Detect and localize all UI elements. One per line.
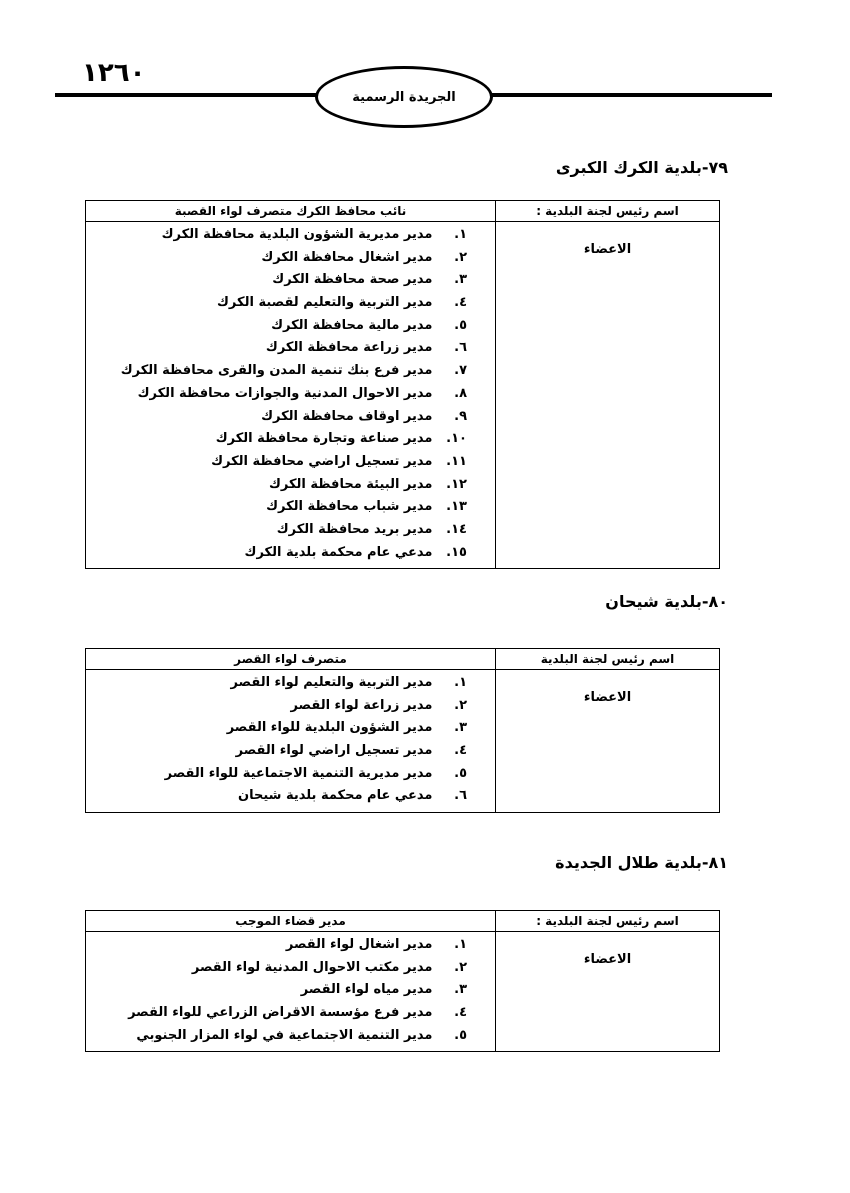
item-text: مدير تسجيل اراضي محافظة الكرك xyxy=(211,453,433,469)
members-list xyxy=(90,934,491,1047)
section-title: ٨١-بلدية طلال الجديدة xyxy=(555,853,728,872)
list-item xyxy=(90,979,467,1002)
item-number: ٨. xyxy=(454,385,467,401)
list-item xyxy=(90,247,467,270)
list-item xyxy=(90,542,467,565)
item-number: ١٣. xyxy=(446,499,467,515)
list-item xyxy=(90,519,467,542)
item-text: مدير زراعة محافظة الكرك xyxy=(265,340,433,356)
list-item xyxy=(90,224,467,247)
section-title: ٨٠-بلدية شيحان xyxy=(605,592,728,611)
list-item xyxy=(90,292,467,315)
item-number: ١٠. xyxy=(446,431,467,447)
head-label: اسم رئيس لجنة البلدية xyxy=(496,649,720,670)
item-number: ١٢. xyxy=(446,476,467,492)
head-name: نائب محافظ الكرك متصرف لواء القصبة xyxy=(86,201,496,222)
members-cell xyxy=(86,670,496,813)
list-item xyxy=(90,496,467,519)
item-number: ٥. xyxy=(454,1027,467,1043)
members-list xyxy=(90,224,491,564)
members-label-cell xyxy=(496,932,720,1052)
item-text: مدير الشؤون البلدية للواء القصر xyxy=(226,720,433,736)
list-item xyxy=(90,269,467,292)
committee-table xyxy=(85,910,720,1052)
item-text: مدعي عام محكمة بلدية الكرك xyxy=(244,544,433,560)
item-number: ٤. xyxy=(454,1005,467,1021)
item-number: ٧. xyxy=(454,363,467,379)
list-item xyxy=(90,474,467,497)
gazette-name: الجريدة الرسمية xyxy=(352,89,456,105)
item-number: ٢. xyxy=(454,249,467,265)
item-number: ١. xyxy=(454,227,467,242)
list-item xyxy=(90,315,467,338)
item-text: مدير مديرية الشؤون البلدية محافظة الكرك xyxy=(161,227,433,242)
item-text: مدير فرع مؤسسة الاقراض الزراعي للواء القصر xyxy=(128,1005,433,1021)
members-list xyxy=(90,672,491,808)
members-label: الاعضاء xyxy=(583,242,632,257)
item-number: ٦. xyxy=(454,788,467,804)
gazette-emblem xyxy=(315,66,493,128)
item-text: مدير زراعة لواء القصر xyxy=(290,697,433,713)
item-number: ١١. xyxy=(446,453,467,469)
item-text: مدير اشغال محافظة الكرك xyxy=(261,249,433,265)
list-item xyxy=(90,1002,467,1025)
item-text: مدير صحة محافظة الكرك xyxy=(272,272,433,288)
list-item xyxy=(90,406,467,429)
list-item xyxy=(90,337,467,360)
members-cell xyxy=(86,932,496,1052)
list-item xyxy=(90,740,467,763)
item-text: مدير مكتب الاحوال المدنية لواء القصر xyxy=(191,959,433,975)
item-number: ٦. xyxy=(454,340,467,356)
head-label: اسم رئيس لجنة البلدية : xyxy=(496,201,720,222)
item-number: ١٥. xyxy=(446,544,467,560)
list-item xyxy=(90,763,467,786)
head-name: متصرف لواء القصر xyxy=(86,649,496,670)
list-item xyxy=(90,1025,467,1048)
members-label: الاعضاء xyxy=(583,952,632,967)
list-item xyxy=(90,360,467,383)
members-cell xyxy=(86,222,496,569)
item-text: مدير التربية والتعليم لقصبة الكرك xyxy=(217,295,433,311)
page-number: ١٢٦٠ xyxy=(82,58,146,88)
section-title: ٧٩-بلدية الكرك الكبرى xyxy=(555,158,728,177)
list-item xyxy=(90,383,467,406)
list-item xyxy=(90,957,467,980)
item-text: مدير مديرية التنمية الاجتماعية للواء القصر xyxy=(164,765,433,781)
list-item xyxy=(90,428,467,451)
item-number: ٥. xyxy=(454,317,467,333)
members-label-cell xyxy=(496,670,720,813)
item-number: ١. xyxy=(454,675,467,690)
item-text: مدعي عام محكمة بلدية شيحان xyxy=(238,788,433,804)
item-number: ٤. xyxy=(454,743,467,759)
head-name: مدير قضاء الموجب xyxy=(86,911,496,932)
committee-table xyxy=(85,200,720,569)
item-text: مدير بريد محافظة الكرك xyxy=(276,521,433,537)
list-item xyxy=(90,695,467,718)
item-text: مدير تسجيل اراضي لواء القصر xyxy=(235,743,433,759)
list-item xyxy=(90,451,467,474)
item-text: مدير شباب محافظة الكرك xyxy=(266,499,433,515)
list-item xyxy=(90,717,467,740)
item-text: مدير فرع بنك تنمية المدن والقرى محافظة الكرك xyxy=(120,363,433,379)
item-number: ٣. xyxy=(454,982,467,998)
item-text: مدير صناعة وتجارة محافظة الكرك xyxy=(215,431,433,447)
item-text: مدير مياه لواء القصر xyxy=(300,982,433,998)
item-number: ٤. xyxy=(454,295,467,311)
item-text: مدير التربية والتعليم لواء القصر xyxy=(230,675,433,690)
members-label: الاعضاء xyxy=(583,690,632,705)
item-text: مدير التنمية الاجتماعية في لواء المزار الجنوبي xyxy=(136,1027,433,1043)
item-number: ٥. xyxy=(454,765,467,781)
item-number: ٢. xyxy=(454,697,467,713)
members-label-cell xyxy=(496,222,720,569)
head-label: اسم رئيس لجنة البلدية : xyxy=(496,911,720,932)
item-number: ١. xyxy=(454,937,467,952)
item-text: مدير اوقاف محافظة الكرك xyxy=(261,408,433,424)
item-number: ٣. xyxy=(454,272,467,288)
list-item xyxy=(90,672,467,695)
item-text: مدير مالية محافظة الكرك xyxy=(271,317,433,333)
list-item xyxy=(90,785,467,808)
list-item xyxy=(90,934,467,957)
item-number: ٢. xyxy=(454,959,467,975)
item-number: ٩. xyxy=(454,408,467,424)
item-text: مدير الاحوال المدنية والجوازات محافظة الكرك xyxy=(137,385,433,401)
item-text: مدير البيئة محافظة الكرك xyxy=(268,476,433,492)
item-number: ٣. xyxy=(454,720,467,736)
item-number: ١٤. xyxy=(446,521,467,537)
committee-table xyxy=(85,648,720,813)
item-text: مدير اشغال لواء القصر xyxy=(285,937,433,952)
